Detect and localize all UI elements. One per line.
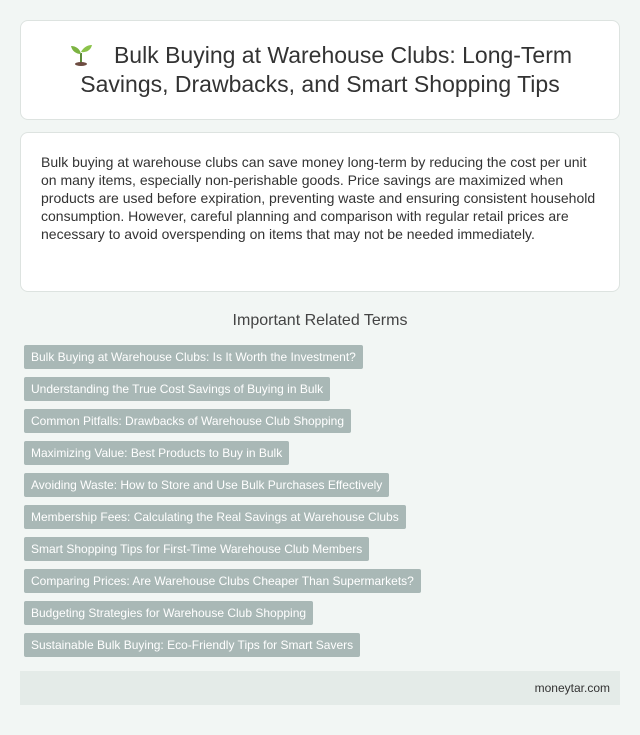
related-term-link[interactable]: Common Pitfalls: Drawbacks of Warehouse Club Shopping bbox=[24, 409, 351, 433]
related-terms-heading: Important Related Terms bbox=[232, 312, 408, 329]
page-title bbox=[45, 41, 595, 99]
page-title-text: Bulk Buying at Warehouse Clubs: Long-Term Savings, Drawbacks, and Smart Shopping Tips bbox=[80, 42, 573, 97]
related-term-link[interactable]: Understanding the True Cost Savings of Buying in Bulk bbox=[24, 377, 330, 401]
related-term-link[interactable]: Maximizing Value: Best Products to Buy in Bulk bbox=[24, 441, 289, 465]
header-card bbox=[20, 20, 620, 120]
related-term-link[interactable]: Comparing Prices: Are Warehouse Clubs Cheaper Than Supermarkets? bbox=[24, 569, 421, 593]
summary-text: Bulk buying at warehouse clubs can save money long-term by reducing the cost per unit on many items, especially non-perishable goods. Price savings are maximized when products are used before expiration, preventing waste and ensuring consistent household consumption. However, careful planning and comparison with regular retail prices are necessary to avoid overspending on items that may not be needed immediately. bbox=[41, 154, 596, 242]
summary-card bbox=[20, 132, 620, 292]
related-term-link[interactable]: Membership Fees: Calculating the Real Savings at Warehouse Clubs bbox=[24, 505, 406, 529]
related-term-link[interactable]: Avoiding Waste: How to Store and Use Bulk Purchases Effectively bbox=[24, 473, 389, 497]
footer bbox=[20, 671, 620, 705]
related-term-link[interactable]: Sustainable Bulk Buying: Eco-Friendly Tips for Smart Savers bbox=[24, 633, 360, 657]
related-term-link[interactable]: Smart Shopping Tips for First-Time Warehouse Club Members bbox=[24, 537, 369, 561]
related-term-link[interactable]: Budgeting Strategies for Warehouse Club Shopping bbox=[24, 601, 313, 625]
related-term-link[interactable]: Bulk Buying at Warehouse Clubs: Is It Worth the Investment? bbox=[24, 345, 363, 369]
sprout-icon bbox=[68, 42, 94, 66]
related-terms-list bbox=[24, 345, 620, 665]
footer-site-name: moneytar.com bbox=[534, 681, 610, 695]
